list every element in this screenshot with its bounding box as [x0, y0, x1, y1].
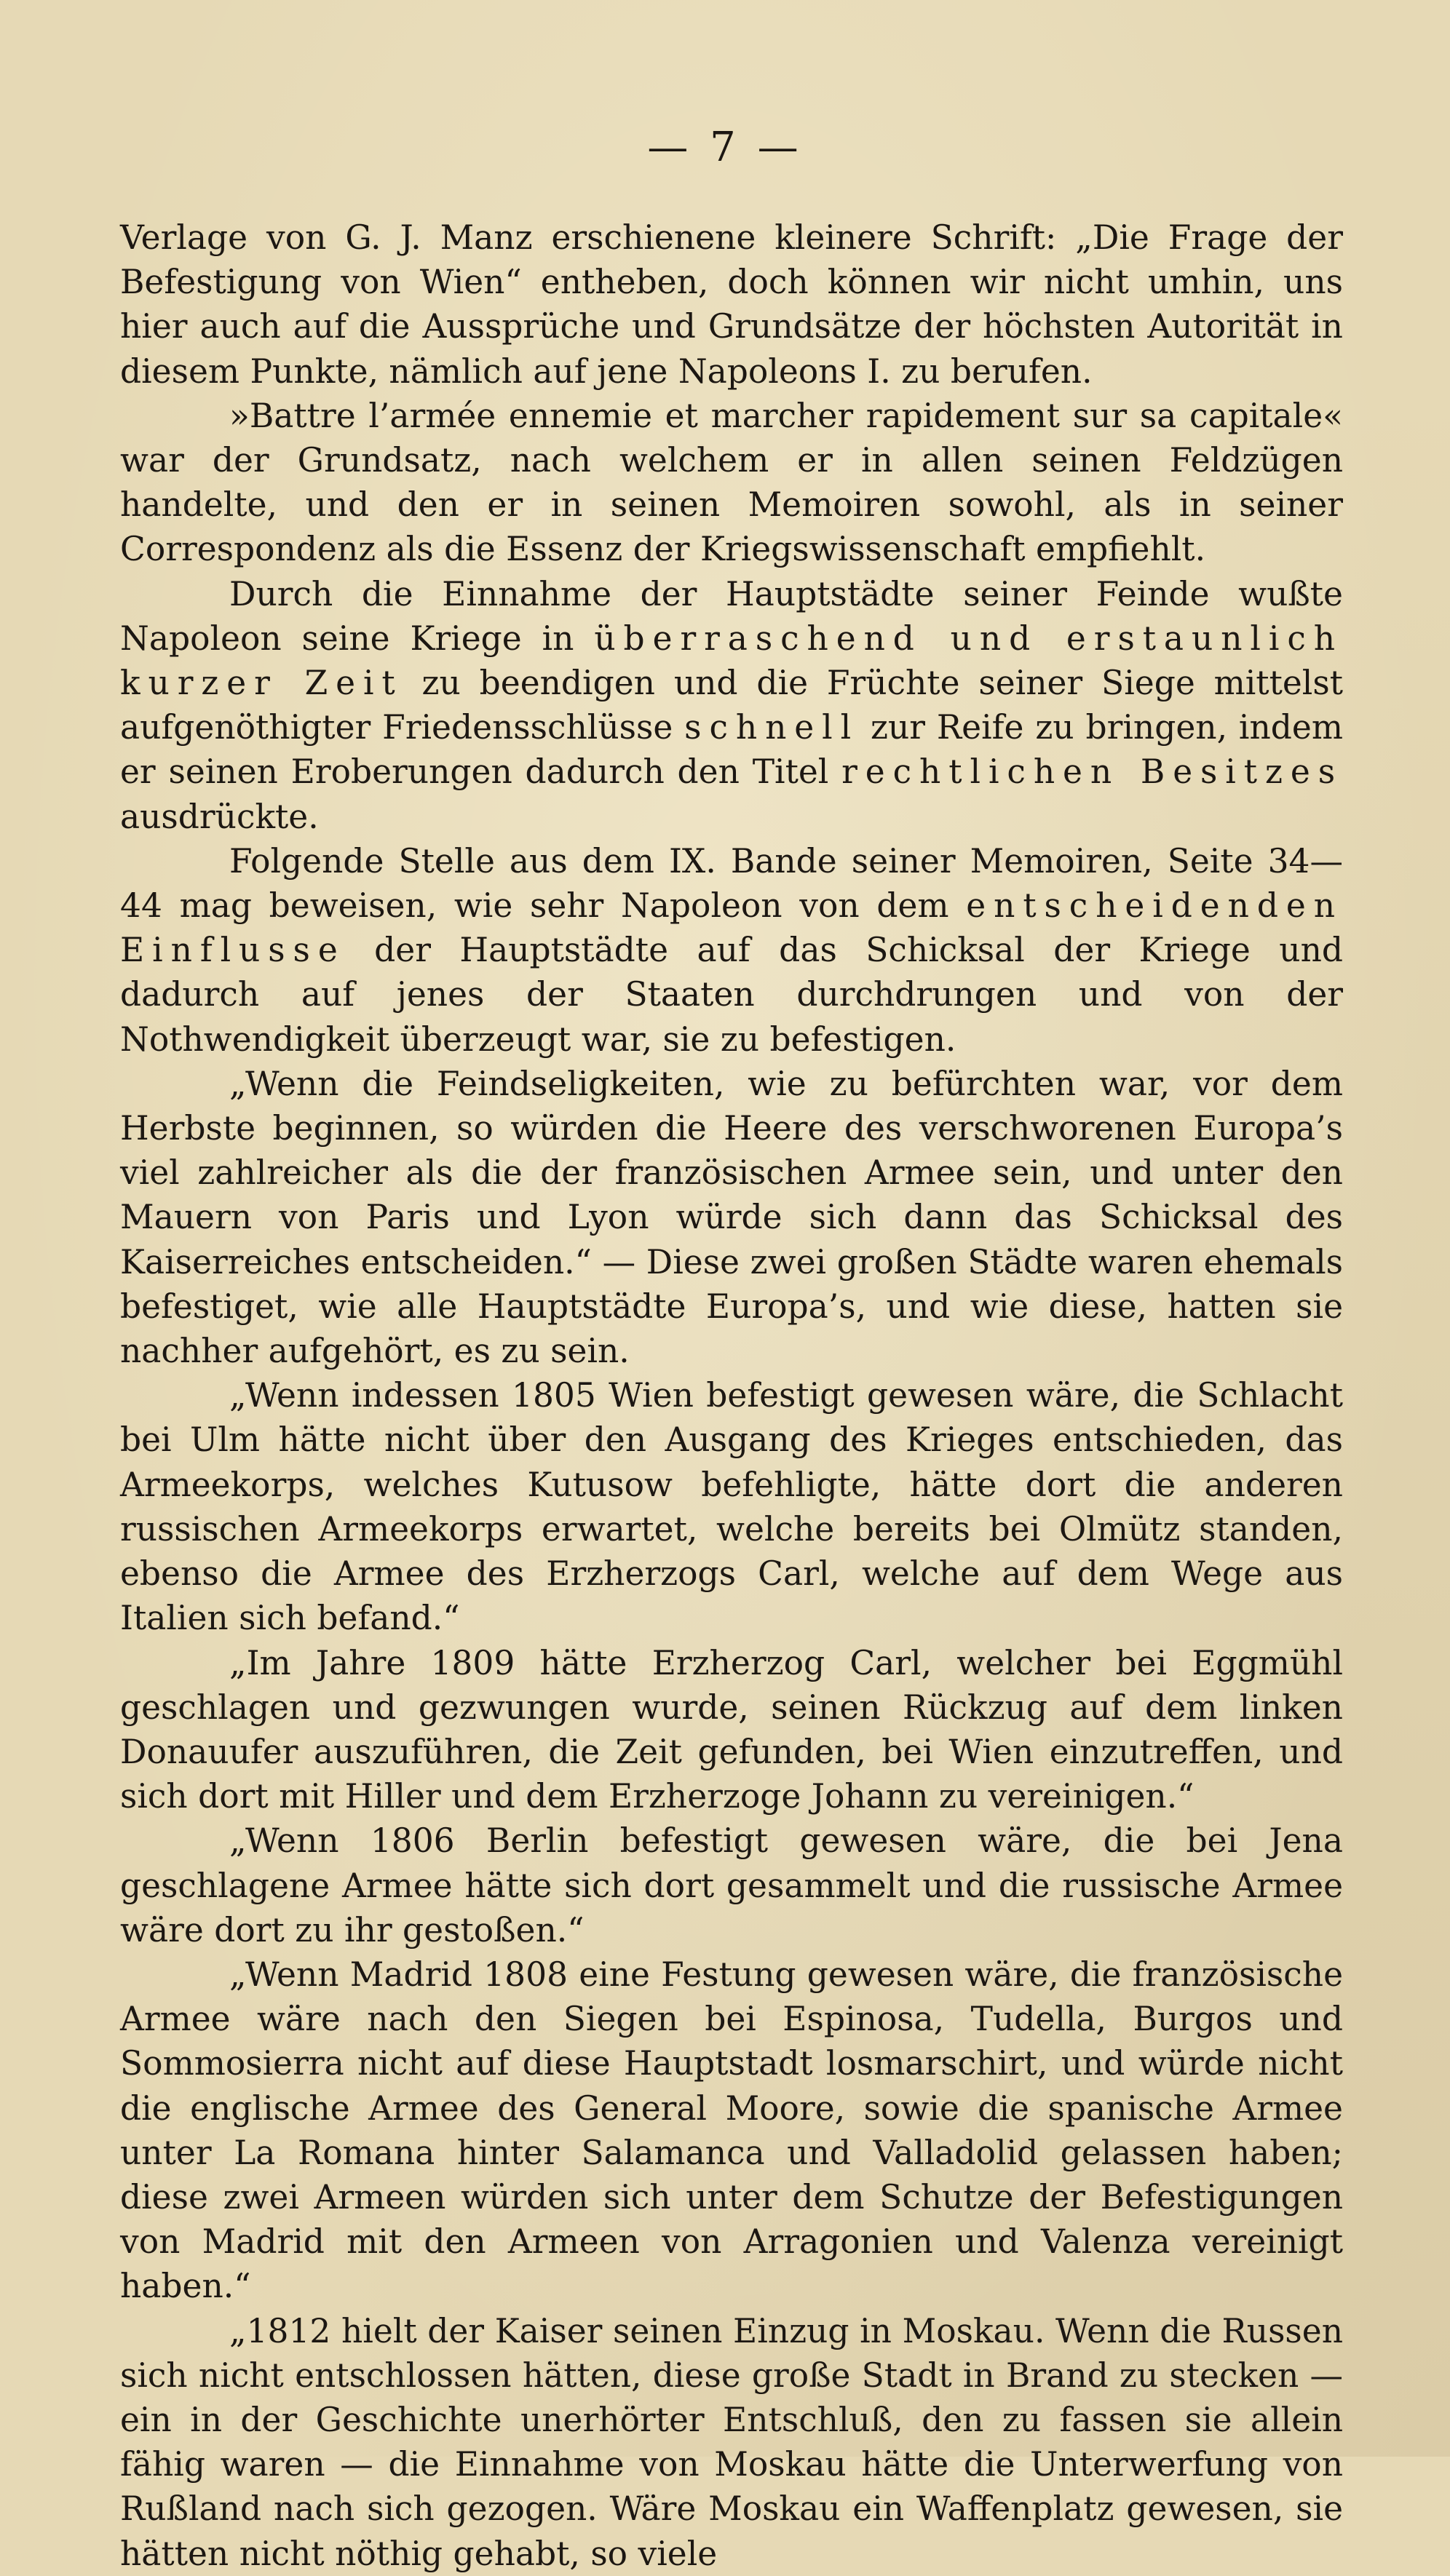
paragraph-4	[120, 839, 1343, 1062]
paragraph-1: Verlage von G. J. Manz erschienene kleinere Schrift: „Die Frage der Befestigung von Wien“ entheben, doch können wir nicht umhin, uns hier auch auf die Aussprüche und Grundsätze der höchsten Autorität in diesem Punkte, nämlich auf jene Napoleons I. zu berufen.	[120, 218, 1343, 391]
emphasis-text: schnell	[684, 708, 860, 747]
paragraph-3-text-c: zur Reife zu bringen, indem er seinen Eroberungen dadurch den Titel	[120, 708, 1343, 792]
emphasis-text: rechtlichen Besitzes	[841, 752, 1343, 792]
paragraph-9: „Wenn Madrid 1808 eine Festung gewesen wäre, die französische Armee wäre nach den Siegen bei Espinosa, Tudella, Burgos und Sommosierra nicht auf diese Hauptstadt losmarschirt, und würde nicht die englische Armee des General Moore, sowie die spanische Armee unter La Romana hinter Salamanca und Valladolid gelassen haben; diese zwei Armeen würden sich unter dem Schutze der Befestigungen von Madrid mit den Armeen von Arragonien und Valenza vereinigt haben.“	[120, 1955, 1343, 2306]
paragraph-4-text-b: der Hauptstädte auf das Schicksal der Kriege und dadurch auf jenes der Staaten durchdrungen und von der Nothwendigkeit überzeugt war, sie zu befestigen.	[120, 931, 1343, 1059]
page-number: — 7 —	[647, 124, 803, 171]
paragraph-6: „Wenn indessen 1805 Wien befestigt gewesen wäre, die Schlacht bei Ulm hätte nicht über den Ausgang des Krieges entschieden, das Armeekorps, welches Kutusow befehligte, hätte dort die anderen russischen Armeekorps erwartet, welche bereits bei Olmütz standen, ebenso die Armee des Erzherzogs Carl, welche auf dem Wege aus Italien sich befand.“	[120, 1376, 1343, 1638]
paragraph-7: „Im Jahre 1809 hätte Erzherzog Carl, welcher bei Eggmühl geschlagen und gezwungen wurde, seinen Rückzug auf dem linken Donauufer auszuführen, die Zeit gefunden, bei Wien einzutreffen, und sich dort mit Hiller und dem Erzherzoge Johann zu vereinigen.“	[120, 1643, 1343, 1816]
paragraph-3	[120, 572, 1343, 839]
paragraph-4-text-a: Folgende Stelle aus dem IX. Bande seiner Memoiren, Seite 34—44 mag beweisen, wie sehr Napoleon von dem	[120, 841, 1343, 926]
paragraph-10: „1812 hielt der Kaiser seinen Einzug in Moskau. Wenn die Russen sich nicht entschlossen hätten, diese große Stadt in Brand zu stecken — ein in der Geschichte unerhörter Entschluß, den zu fassen sie allein fähig waren — die Einnahme von Moskau hätte die Unterwerfung von Rußland nach sich gezogen. Wäre Moskau ein Waffenplatz gewesen, sie hätten nicht nöthig gehabt, so viele	[120, 2311, 1343, 2573]
emphasis-text: überraschend und erstaunlich kurzer Zeit	[120, 619, 1343, 703]
body-text	[120, 215, 1343, 2576]
paragraph-5: „Wenn die Feindseligkeiten, wie zu befürchten war, vor dem Herbste beginnen, so würden die Heere des verschworenen Europa’s viel zahlreicher als die der französischen Armee sein, und unter den Mauern von Paris und Lyon würde sich dann das Schicksal des Kaiserreiches entscheiden.“ — Diese zwei großen Städte waren ehemals befestiget, wie alle Hauptstädte Europa’s, und wie diese, hatten sie nachher aufgehört, es zu sein.	[120, 1064, 1343, 1371]
paragraph-3-text-d: ausdrückte.	[120, 797, 319, 836]
paragraph-2: »Battre l’armée ennemie et marcher rapidement sur sa capitale« war der Grundsatz, nach welchem er in allen seinen Feldzügen handelte, und den er in seinen Memoiren sowohl, als in seiner Correspondenz als die Essenz der Kriegswissenschaft empfiehlt.	[120, 396, 1343, 569]
emphasis-text: entscheidenden Einflusse	[120, 886, 1343, 970]
paragraph-3-text-b: zu beendigen und die Früchte seiner Siege mittelst aufgenöthigter Friedensschlüsse	[120, 664, 1343, 747]
paragraph-3-text-a: Durch die Einnahme der Hauptstädte seiner Feinde wußte Napoleon seine Kriege in	[120, 574, 1343, 658]
paragraph-8: „Wenn 1806 Berlin befestigt gewesen wäre, die bei Jena geschlagene Armee hätte sich dort gesammelt und die russische Armee wäre dort zu ihr gestoßen.“	[120, 1821, 1343, 1949]
